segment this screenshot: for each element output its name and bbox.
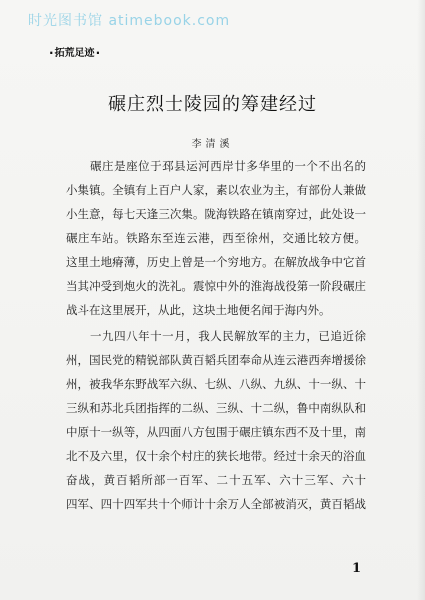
paragraph-2-line-5: 中原十一纵等，从四面八方包围于碾庄镇东西不及十里，南 <box>66 425 366 439</box>
paragraph-2-line-1: 一九四八年十一月，我人民解放军的主力，已追近徐 <box>66 329 366 343</box>
paragraph-1-line-4: 碾庄车站。铁路东至连云港，西至徐州，交通比较方便。 <box>66 231 366 245</box>
section-label-text: 拓荒足迹 <box>54 48 95 59</box>
page-edge-shadow <box>417 0 425 600</box>
article-author: 李清溪 <box>191 139 234 150</box>
paragraph-2-line-7: 奋战，黄百韬所部一百军、二十五军、六十三军、六十 <box>66 473 366 487</box>
paragraph-1-line-1: 碾庄是座位于邳县运河西岸廿多华里的一个不出名的 <box>66 159 366 173</box>
paragraph-2-line-6: 北不及六里，仅十余个村庄的狭长地带。经过十余天的浴血 <box>66 449 366 463</box>
paragraph-1-line-3: 小生意，每七天逢三次集。陇海铁路在镇南穿过，此处设一 <box>66 207 366 221</box>
paragraph-1-line-5: 这里土地瘠薄，历史上曾是一个穷地方。在解放战争中它首 <box>66 255 366 269</box>
paragraph-2-line-4: 三纵和苏北兵团指挥的二纵、三纵、十二纵，鲁中南纵队和 <box>66 401 366 415</box>
paragraph-1-line-7: 战斗在这里展开，从此，这块土地便名闻于海内外。 <box>66 303 331 317</box>
bullet-dot-icon: · <box>49 46 54 60</box>
bullet-dot-icon: · <box>95 46 101 60</box>
paragraph-1-line-2: 小集镇。全镇有上百户人家，素以农业为主，有部份人兼做 <box>66 183 366 197</box>
page-number: 1 <box>351 561 361 576</box>
paragraph-1-line-6: 当其冲受到炮火的洗礼。震惊中外的淮海战役第一阶段碾庄 <box>66 279 366 293</box>
paragraph-2-line-8: 四军、四十四军共十个师计十余万人全部被消灭，黄百韬战 <box>66 497 366 511</box>
paragraph-2-line-3: 州，被我华东野战军六纵、七纵、八纵、九纵、十一纵、十 <box>66 377 366 391</box>
article-title: 碾庄烈士陵园的筹建经过 <box>108 94 317 115</box>
watermark: 时光图书馆 atimebook.com <box>28 13 231 29</box>
section-label <box>48 44 101 59</box>
paragraph-2-line-2: 州，国民党的精锐部队黄百韬兵团奉命从连云港西奔增援徐 <box>66 353 366 367</box>
